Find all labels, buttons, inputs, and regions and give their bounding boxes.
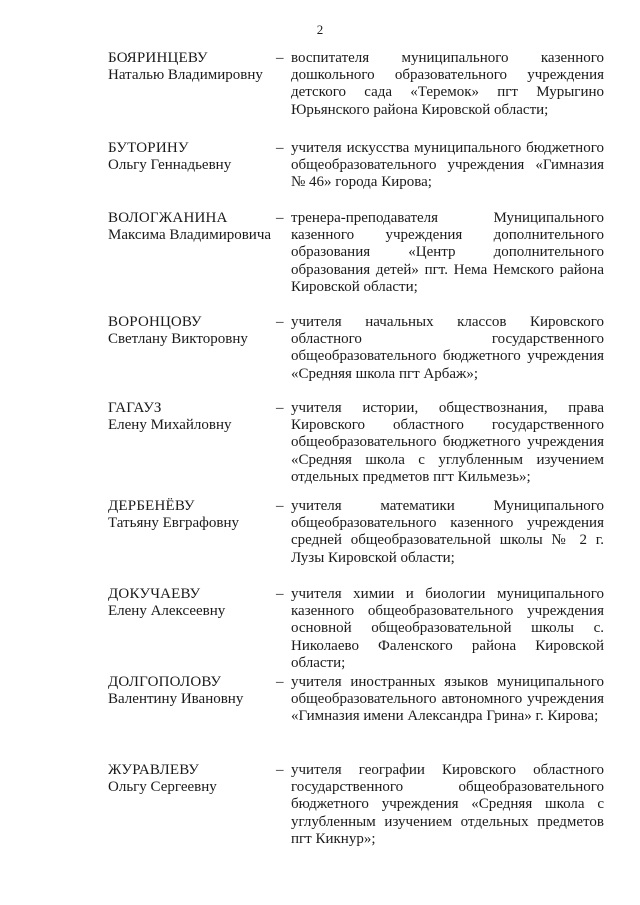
dash: – [276, 762, 284, 778]
given-name: Максима Владимировича [108, 227, 272, 243]
surname: БОЯРИНЦЕВУ [108, 50, 208, 66]
dash: – [276, 210, 284, 226]
surname: ЖУРАВЛЕВУ [108, 762, 200, 778]
position-description: учителя географии Кировского областного государственного общеобразовательного бюджетного учреждения «Средняя школа с углубленным изучением отдельных предметов пгт Кикнур»; [291, 762, 604, 847]
given-name: Татьяну Евграфовну [108, 515, 240, 531]
given-name: Светлану Викторовну [108, 331, 248, 347]
person-name [108, 762, 278, 796]
given-name: Наталью Владимировну [108, 67, 263, 83]
dash: – [276, 586, 284, 602]
position-description: учителя истории, обществознания, права Кировского областного государственного общеобразовательного бюджетного учреждения «Средняя школа с углубленным изучением отдельных предметов пгт Кильмезь»; [291, 400, 604, 485]
person-name [108, 400, 278, 434]
person-name [108, 586, 278, 620]
position-description: учителя искусства муниципального бюджетного общеобразовательного учреждения «Гимназия № 46» города Кирова; [291, 140, 604, 191]
person-name [108, 50, 278, 84]
position-description: тренера-преподавателя Муниципального казенного учреждения дополнительного образования «Центр дополнительного образования детей» пгт. Нема Немского района Кировской области; [291, 210, 604, 295]
surname: БУТОРИНУ [108, 140, 189, 156]
dash: – [276, 140, 284, 156]
dash: – [276, 400, 284, 416]
surname: ВОЛОГЖАНИНА [108, 210, 228, 226]
given-name: Елену Алексеевну [108, 603, 226, 619]
given-name: Ольгу Геннадьевну [108, 157, 232, 173]
given-name: Валентину Ивановну [108, 691, 244, 707]
surname: ДОКУЧАЕВУ [108, 586, 201, 602]
dash: – [276, 314, 284, 330]
dash: – [276, 50, 284, 66]
person-name [108, 140, 278, 174]
position-description: воспитателя муниципального казенного дошкольного образовательного учреждения детского сада «Теремок» пгт Мурыгино Юрьянского района Кировской области; [291, 50, 604, 118]
surname: ДОЛГОПОЛОВУ [108, 674, 222, 690]
given-name: Ольгу Сергеевну [108, 779, 217, 795]
dash: – [276, 498, 284, 514]
position-description: учителя химии и биологии муниципального казенного общеобразовательного учреждения основной общеобразовательной школы с. Николаево Фаленского района Кировской области; [291, 586, 604, 671]
person-name [108, 674, 278, 708]
position-description: учителя математики Муниципального общеобразовательного казенного учреждения средней общеобразовательной школы № 2 г. Лузы Кировской области; [291, 498, 604, 566]
person-name [108, 210, 278, 244]
page-number: 2 [316, 22, 324, 37]
person-name [108, 314, 278, 348]
person-name [108, 498, 278, 532]
dash: – [276, 674, 284, 690]
position-description: учителя начальных классов Кировского областного государственного общеобразовательного бюджетного учреждения «Средняя школа пгт Арбаж»; [291, 314, 604, 382]
surname: ДЕРБЕНЁВУ [108, 498, 195, 514]
surname: ВОРОНЦОВУ [108, 314, 202, 330]
position-description: учителя иностранных языков муниципального общеобразовательного автономного учреждения «Гимназия имени Александра Грина» г. Кирова; [291, 674, 604, 725]
surname: ГАГАУЗ [108, 400, 162, 416]
given-name: Елену Михайловну [108, 417, 232, 433]
